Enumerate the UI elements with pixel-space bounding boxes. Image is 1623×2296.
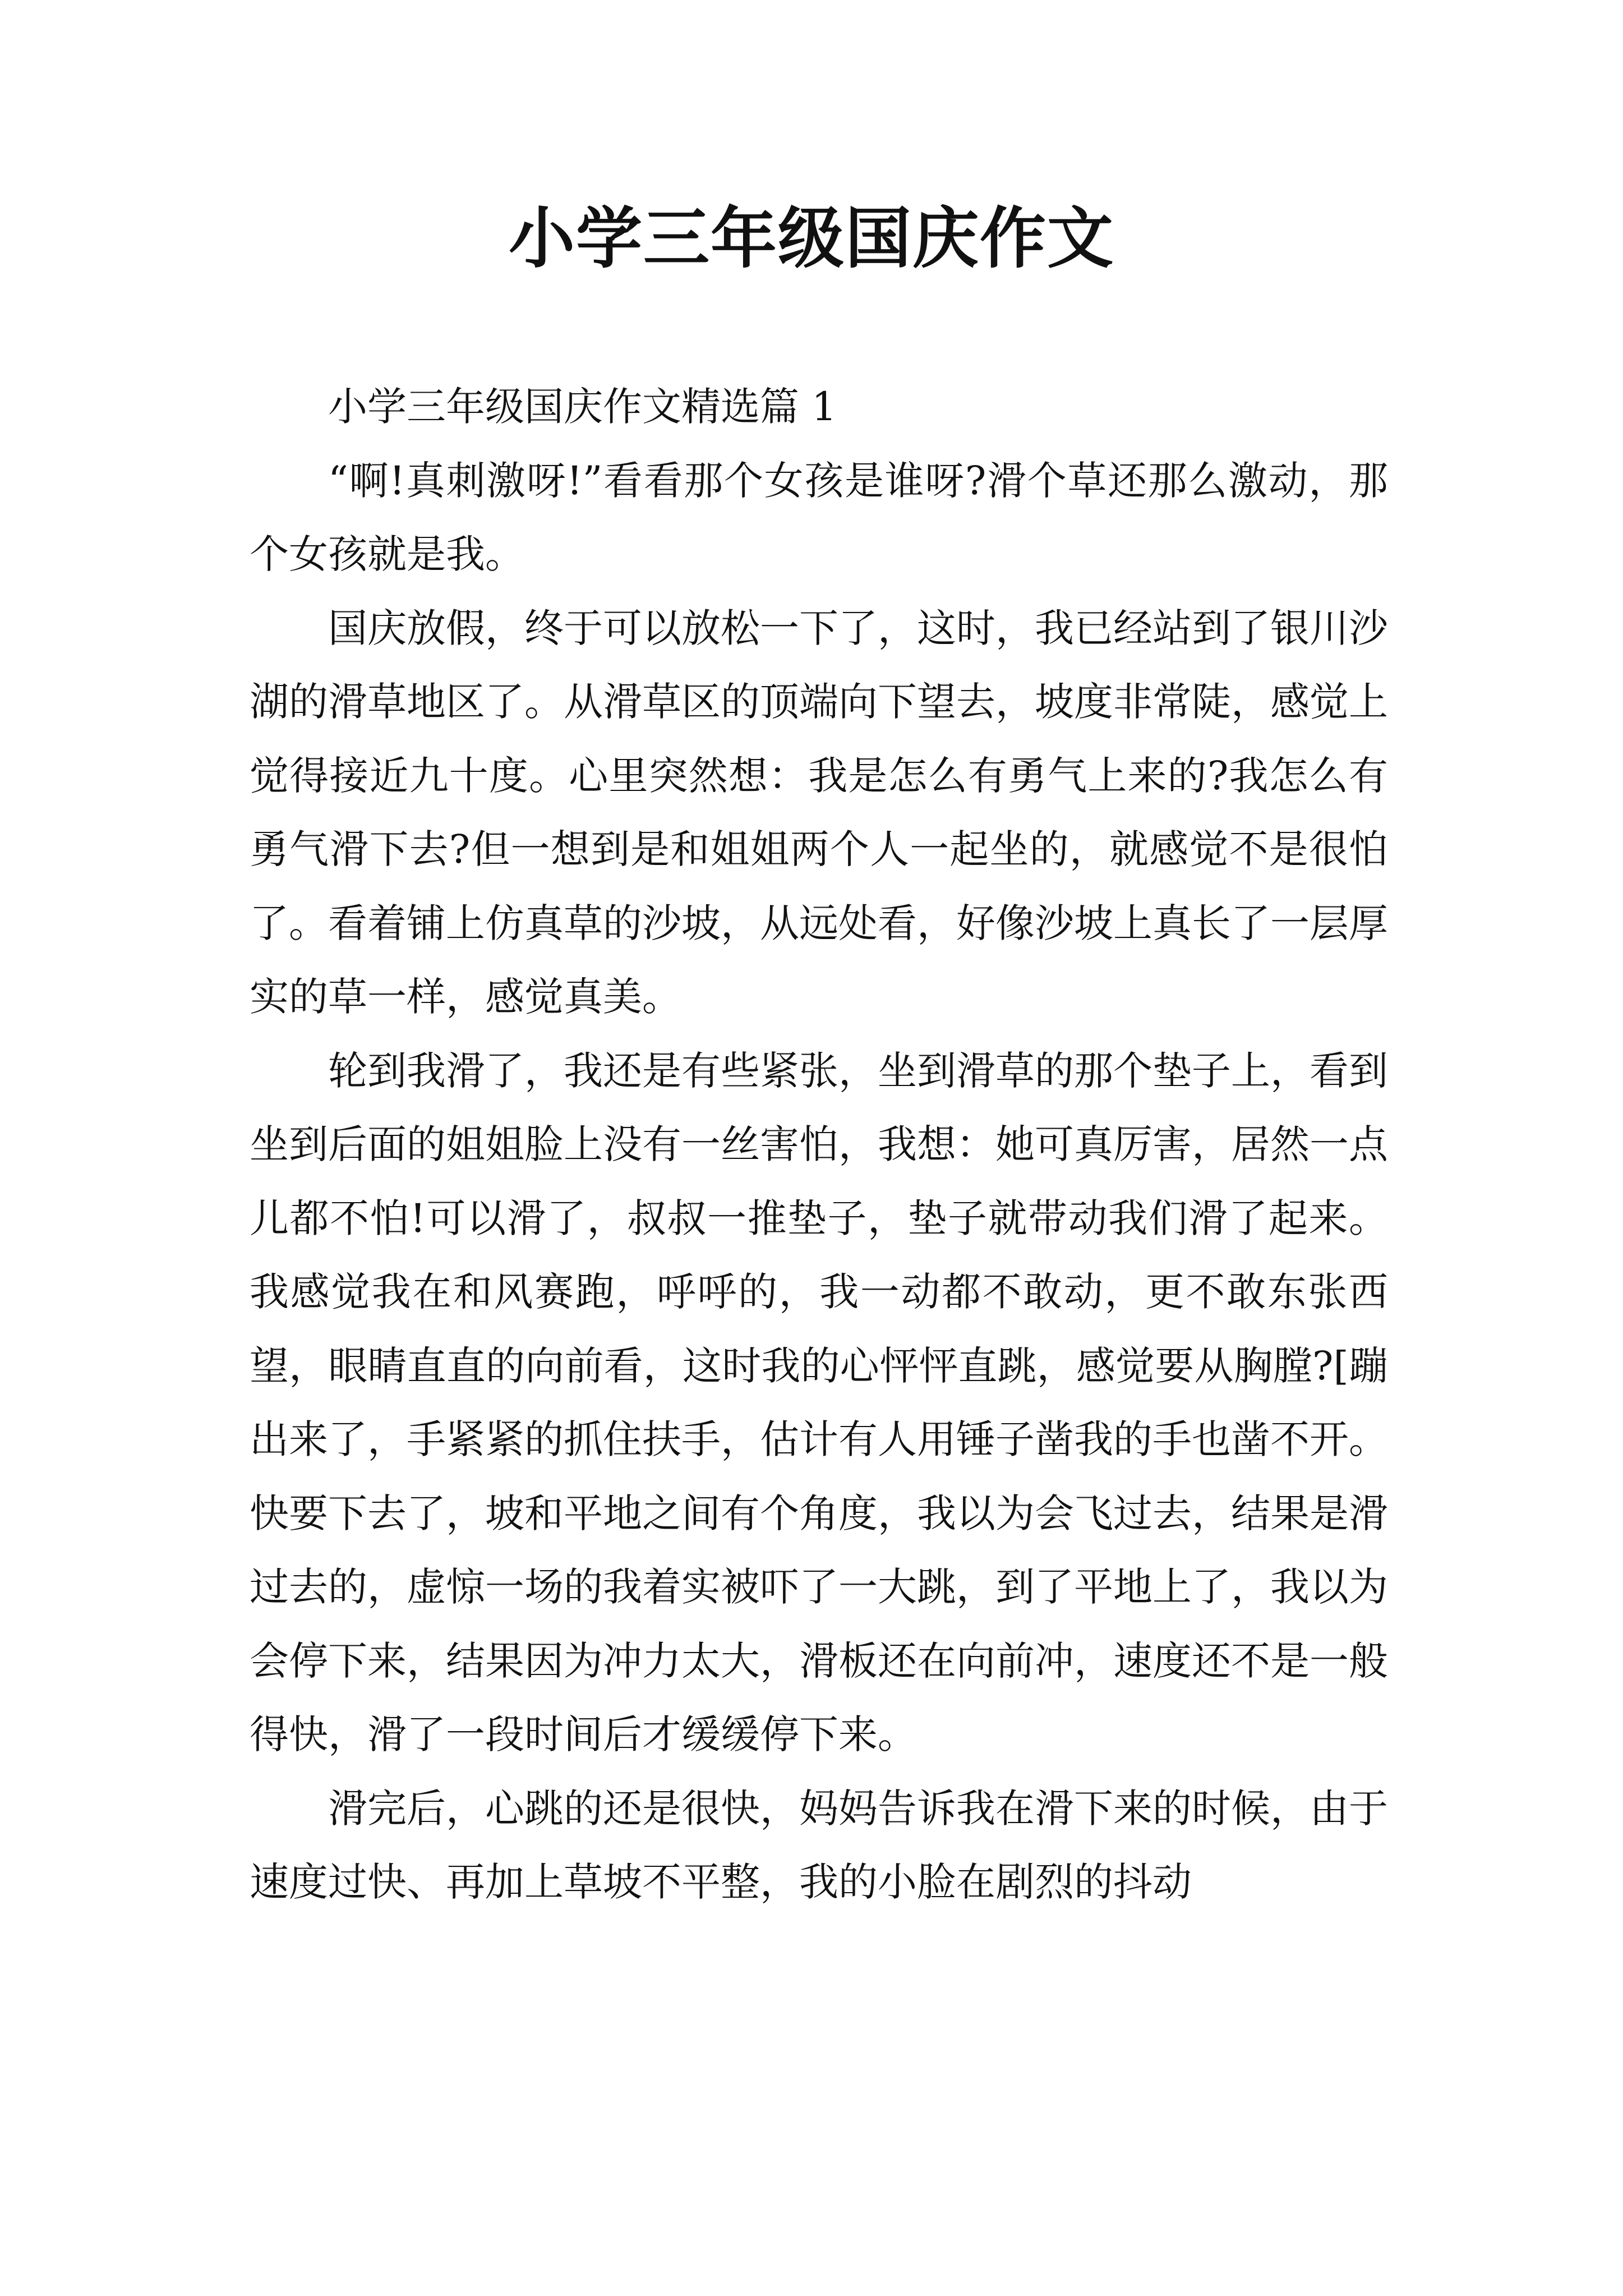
- section-heading: 小学三年级国庆作文精选篇 1: [328, 384, 837, 430]
- paragraph-2: 国庆放假，终于可以放松一下了，这时，我已经站到了银川沙湖的滑草地区了。从滑草区的顶端向下望去，坡度非常陡，感觉上觉得接近九十度。心里突然想：我是怎么有勇气上来的?我怎么有勇气滑下去?但一想到是和姐姐两个人一起坐的，就感觉不是很怕了。看着铺上仿真草的沙坡，从远处看，好像沙坡上真长了一层厚实的草一样，感觉真美。: [250, 605, 1388, 1020]
- document-title: 小学三年级国庆作文: [508, 199, 1114, 277]
- paragraph-3: 轮到我滑了，我还是有些紧张，坐到滑草的那个垫子上，看到坐到后面的姐姐脸上没有一丝害怕，我想：她可真厉害，居然一点儿都不怕!可以滑了，叔叔一推垫子，垫子就带动我们滑了起来。我感觉我在和风赛跑，呼呼的，我一动都不敢动，更不敢东张西望，眼睛直直的向前看，这时我的心怦怦直跳，感觉要从胸膛?[蹦出来了，手紧紧的抓住扶手，估计有人用锤子凿我的手也凿不开。快要下去了，坡和平地之间有个角度，我以为会飞过去，结果是滑过去的，虚惊一场的我着实被吓了一大跳，到了平地上了，我以为会停下来，结果因为冲力太大，滑板还在向前冲，速度还不是一般得快，滑了一段时间后才缓缓停下来。: [250, 1047, 1388, 1757]
- paragraph-1: “啊!真刺激呀!”看看那个女孩是谁呀?滑个草还那么激动，那个女孩就是我。: [250, 457, 1388, 577]
- document-body: [250, 370, 1388, 1920]
- paragraph-4: 滑完后，心跳的还是很快，妈妈告诉我在滑下来的时候，由于速度过快、再加上草坡不平整，我的小脸在剧烈的抖动: [250, 1785, 1388, 1905]
